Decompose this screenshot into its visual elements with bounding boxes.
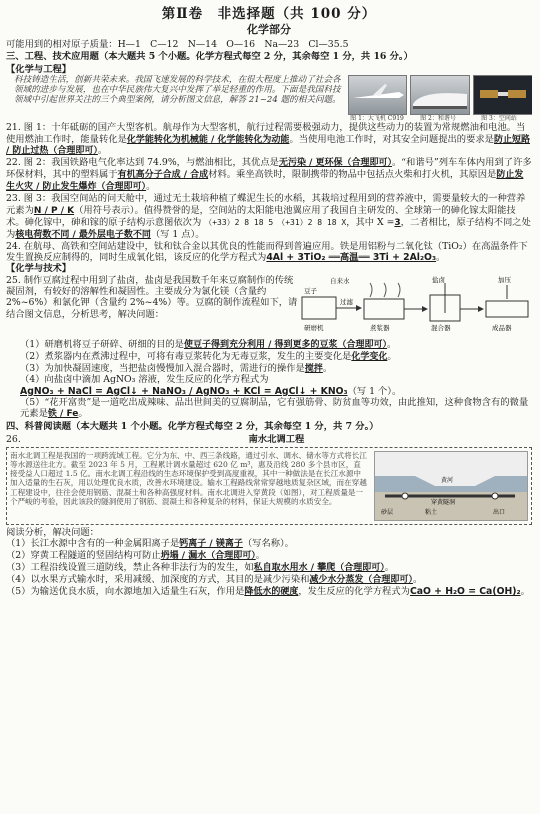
q22-text-3: 材料。乘坐高铁时，限制携带的物品中包括点火柴和打火机，其原因是 bbox=[208, 169, 497, 181]
q26-sub3 bbox=[6, 562, 532, 574]
q25-s2-text: （2）煮浆器内在煮沸过程中，可将有毒豆浆转化为无毒豆浆，发生的主要变化是 bbox=[20, 350, 352, 362]
q25-s2-end: 。 bbox=[387, 350, 397, 362]
label-tunnel: 穿黄隧洞 bbox=[431, 499, 456, 507]
label-clay: 粘土 bbox=[425, 509, 438, 517]
q25-intro-row bbox=[6, 275, 532, 339]
section3-intro-text: 科技铸造生活，创新共荣未来。我国飞速发展的科学技术，在很大程度上推动了社会各领域的进步与发展，也在中华民族伟大复兴中发挥了举足轻重的作用。下面是我国科技领域中引起世界关注的三个典型案例，请分析图文信息，解答 21~24 题的相关问题。 bbox=[14, 74, 341, 106]
q26-s5-text-2: ，发生反应的化学方程式为 bbox=[298, 586, 410, 598]
q21-answer-2: 防止短路 / 防止过热（合理即可） bbox=[6, 134, 530, 157]
q26-s2-answer: 坍塌 / 漏水（合理即可） bbox=[160, 551, 256, 562]
q24-text-2: 。 bbox=[436, 251, 446, 263]
label-mold: 成品器 bbox=[492, 323, 512, 332]
q26-s1-text: （1）长江水源中含有的一种金属阳离子是 bbox=[6, 538, 180, 550]
page-title: 第Ⅱ卷 非选择题（共 100 分） bbox=[161, 6, 377, 22]
q25-s1-end: 。 bbox=[387, 338, 397, 350]
train-image bbox=[410, 75, 469, 115]
q25-sub3 bbox=[6, 363, 532, 375]
q22-text: 22. 图 2：我国铁路电气化率达到 74.9%，与燃油相比，其优点是 bbox=[6, 157, 279, 169]
q21-text: 21. 图 1：十年砥砺的国产大型客机。航母作为大型客机，航行过程需要极强动力，提供这些动力的装置为常规燃油和电池。当使用燃油工作时，能量转化是 bbox=[6, 122, 526, 145]
label-brine: 盐卤 bbox=[432, 275, 445, 284]
q23-text-5: （写 1 点）。 bbox=[150, 228, 205, 240]
q23-text-3: ，其中 X = bbox=[346, 216, 395, 228]
fig3-caption: 图 3：空间站 bbox=[481, 114, 517, 122]
q26-sub1 bbox=[6, 538, 532, 550]
q23-answer-3: 核电荷数不同 / 最外层电子数不同 bbox=[15, 229, 151, 240]
q22-text-4: 。 bbox=[146, 181, 156, 193]
q26-s4-end: 。 bbox=[412, 574, 423, 586]
label-grinder: 研磨机 bbox=[304, 323, 324, 332]
label-filter: 过滤 bbox=[340, 297, 353, 306]
q22-answer-1: 无污染 / 更环保（合理即可） bbox=[278, 158, 392, 169]
q22-text-2: 。“和谐号”列车车体内用到了许多环保材料，其中的塑料属于 bbox=[6, 157, 532, 181]
q26-s4-answer: 减少水分蒸发（合理即可） bbox=[309, 575, 413, 586]
q26-sub4 bbox=[6, 574, 532, 586]
q26-number: 26. bbox=[6, 433, 21, 445]
q24-answer: 4Al + 3TiO₂ ══高温══ 3Ti + 2Al₂O₃ bbox=[266, 251, 437, 263]
label-boiler: 煮浆器 bbox=[370, 323, 390, 332]
q25-s3-answer: 搅拌 bbox=[304, 363, 323, 374]
atomic-structure-diagram: （+33）2 8 18 5 （+31）2 8 18 X bbox=[204, 217, 347, 227]
q23-text-2: （用符号表示）。值得赞誉的是，空间站的太阳能电池翼应用了我国自主研发的、全球第一的砷化镓太阳能技术。砷化镓中，砷和镓的原子结构示意图依次为 bbox=[6, 204, 516, 228]
q26-prompt: 阅读分析，解决问题： bbox=[6, 527, 99, 539]
q25-intro: 25. 制作豆腐过程中用到了盐卤，盐卤是我国数千年来豆腐制作的传统凝固剂，有较好的溶解性和凝固性。主要成分为氯化镁（含量约 2%~6%）和氯化钾（含量约 2%~4%）等。豆腐的制作流程如下，请结合图文信息，分析思考，解决问题： bbox=[6, 274, 298, 320]
q22-answer-2: 有机高分子合成 / 合成 bbox=[117, 170, 209, 181]
q25-sub1 bbox=[6, 339, 532, 351]
page-subtitle: 化学部分 bbox=[247, 23, 291, 37]
question-24 bbox=[6, 241, 532, 264]
q26-s3-text: （3）工程沿线设置三道防线，禁止各种非法行为的发生，如 bbox=[6, 562, 254, 574]
q25-s1-answer: 使豆子得到充分利用 / 得到更多的豆浆（合理即可） bbox=[183, 339, 388, 350]
q25-s3-end: 。 bbox=[322, 362, 333, 374]
section4-heading: 四、科普阅读题（本大题共 1 个小题。化学方程式每空 2 分，其余每空 1 分，共 7 分。） bbox=[6, 421, 379, 433]
q23-answer-2: 3 bbox=[394, 217, 401, 228]
q23-text-4: ，二者相比，原子结构不同之处为 bbox=[6, 216, 531, 240]
tunnel-cross-section-figure bbox=[374, 451, 528, 521]
q25-s5-text: （5）“花开富贵”是一道吃出成辣味、品出世间美的豆腐制品，它有强筋骨、防贫血等功效，由此推知，这种食物含有的微量元素是 bbox=[20, 397, 529, 420]
q26-header bbox=[6, 434, 532, 445]
q26-s1-end: （写名称）。 bbox=[242, 538, 294, 550]
q25-sub5 bbox=[6, 397, 532, 420]
q26-s3-end: 。 bbox=[384, 562, 395, 574]
q23-answer-1: N / P / K bbox=[33, 205, 75, 216]
fig1-caption: 图 1：大飞机 C919 bbox=[350, 114, 404, 122]
q21-answer-1: 化学能转化为机械能 / 化学能转化为动能 bbox=[126, 134, 290, 145]
section3-tag: 【化学与工程】 bbox=[6, 63, 72, 75]
q26-s2-end: 。 bbox=[255, 550, 266, 562]
label-water: 自来水 bbox=[330, 276, 350, 285]
reading-passage bbox=[6, 447, 532, 525]
label-mixer: 混合器 bbox=[431, 323, 451, 332]
q26-s2-text: （2）穿黄工程隧道的竖固结构可防止 bbox=[6, 550, 161, 562]
tofu-process-diagram bbox=[300, 275, 532, 339]
q25-s4-end: （写 1 个）。 bbox=[347, 385, 402, 397]
q25-sub2 bbox=[6, 351, 532, 363]
q25-s5-end: 。 bbox=[78, 408, 88, 420]
label-sand: 砂层 bbox=[381, 509, 394, 517]
q26-sub5 bbox=[6, 586, 532, 598]
q23-text: 23. 图 3：我国空间站的问天舱中，通过无土栽培种植了蝶泥生长的水稻，其栽培过程用到的营养液中，需要量较大的一种营养元素为 bbox=[6, 193, 526, 216]
aircraft-image bbox=[348, 75, 407, 115]
q21-text-2: 。当使用电池工作时，对其安全问题提出的要求是 bbox=[289, 133, 494, 145]
question-23 bbox=[6, 193, 532, 240]
q26-s5-end: 。 bbox=[520, 586, 530, 598]
label-outlet: 出口 bbox=[493, 509, 506, 517]
q22-answer-3: 防止发生火灾 / 防止发生爆炸（合理即可） bbox=[6, 170, 524, 193]
question-22 bbox=[6, 157, 532, 193]
reading-text: 南水北调工程是我国的一项跨流域工程。它分为东、中、西三条线路，通过引水、调水、储水等方式将长江等水源送往北方。截至 2023 年 5 月，工程累计调水量超过 620 亿 m³，惠及沿线 280 多个县市区，直接受益人口超过 1.5 亿。南水北调工程沿线的生态环境保护受到高度重视，其中一种做法是在长江水源中加入适量的生石灰，用以处理优良水质，改善水环境建设。输水工程路线常常穿越地质复杂区域，而在穿越工程建设中，往往会使用钢筋、混凝土和各种高强度材料。南水北调进入穿黄段（如图），对工程质量是一个严峻的考验，因此该段的隧洞使用了钢筋、混凝土和各种复杂的材料，保证大规模的水质安全。 bbox=[10, 451, 367, 506]
label-pressure: 加压 bbox=[498, 275, 511, 284]
fig2-caption: 图 2：和谐号 bbox=[420, 114, 456, 122]
q25-s4-answer: AgNO₃ + NaCl = AgCl↓ + NaNO₃ / AgNO₃ + KCl = AgCl↓ + KNO₃ bbox=[20, 385, 348, 397]
q25-sub4 bbox=[6, 374, 532, 397]
q26-s5-answer: 降低水的硬度 bbox=[244, 587, 299, 598]
q25-s2-answer: 化学变化 bbox=[351, 351, 388, 362]
q25-s5-answer: 铁 / Fe bbox=[47, 409, 79, 420]
section3-intro bbox=[6, 75, 532, 122]
q25-tag: 【化学与技术】 bbox=[6, 263, 72, 275]
space-station-image bbox=[473, 75, 532, 115]
question-21 bbox=[6, 122, 532, 157]
q26-s3-answer: 私自取水用水 / 攀爬（合理即可） bbox=[253, 563, 385, 574]
q26-s1-answer: 钙离子 / 镁离子 bbox=[179, 539, 243, 550]
q26-title: 南水北调工程 bbox=[248, 433, 305, 445]
label-yellow-river: 黄河 bbox=[441, 477, 454, 485]
q26-sub2 bbox=[6, 550, 532, 562]
q26-s4-text: （4）以水果方式输水时，采用减缓、加深度的方式，其目的是减少污染和 bbox=[6, 574, 310, 586]
section3-figures bbox=[348, 75, 532, 122]
q24-text: 24. 在航母、高铁和空间站建设中，钛和钛合金以其优良的性能而得到普遍应用。铁是用铝粉与二氧化钛（TiO₂）在高温条件下发生置换反应制得的，同时生成氧化铝，该反应的化学方程式为 bbox=[6, 240, 528, 263]
q26-s5-text: （5）为输送优良水质，向水源地加入适量生石灰，作用是 bbox=[6, 586, 245, 598]
q26-s5-equation: CaO + H₂O = Ca(OH)₂ bbox=[409, 586, 521, 598]
section3-heading: 三、工程、技术应用题（本大题共 5 个小题。化学方程式每空 2 分，其余每空 1 分，共 16 分。） bbox=[6, 51, 413, 63]
q25-s1-text: （1）研磨机将豆子研碎、研细的目的是 bbox=[20, 338, 184, 350]
label-beans: 豆子 bbox=[304, 286, 317, 295]
atomic-masses: 可能用到的相对原子质量：H—1 C—12 N—14 O—16 Na—23 Cl—35.5 bbox=[6, 38, 349, 50]
q21-text-3: 。 bbox=[97, 145, 108, 157]
q25-s3-text: （3）为加快凝固速度，当把盐卤慢慢加入混合器时，需进行的操作是 bbox=[20, 362, 305, 374]
q25-s4-text: （4）向盐卤中滴加 AgNO₃ 溶液，发生反应的化学方程式为 bbox=[20, 374, 269, 386]
